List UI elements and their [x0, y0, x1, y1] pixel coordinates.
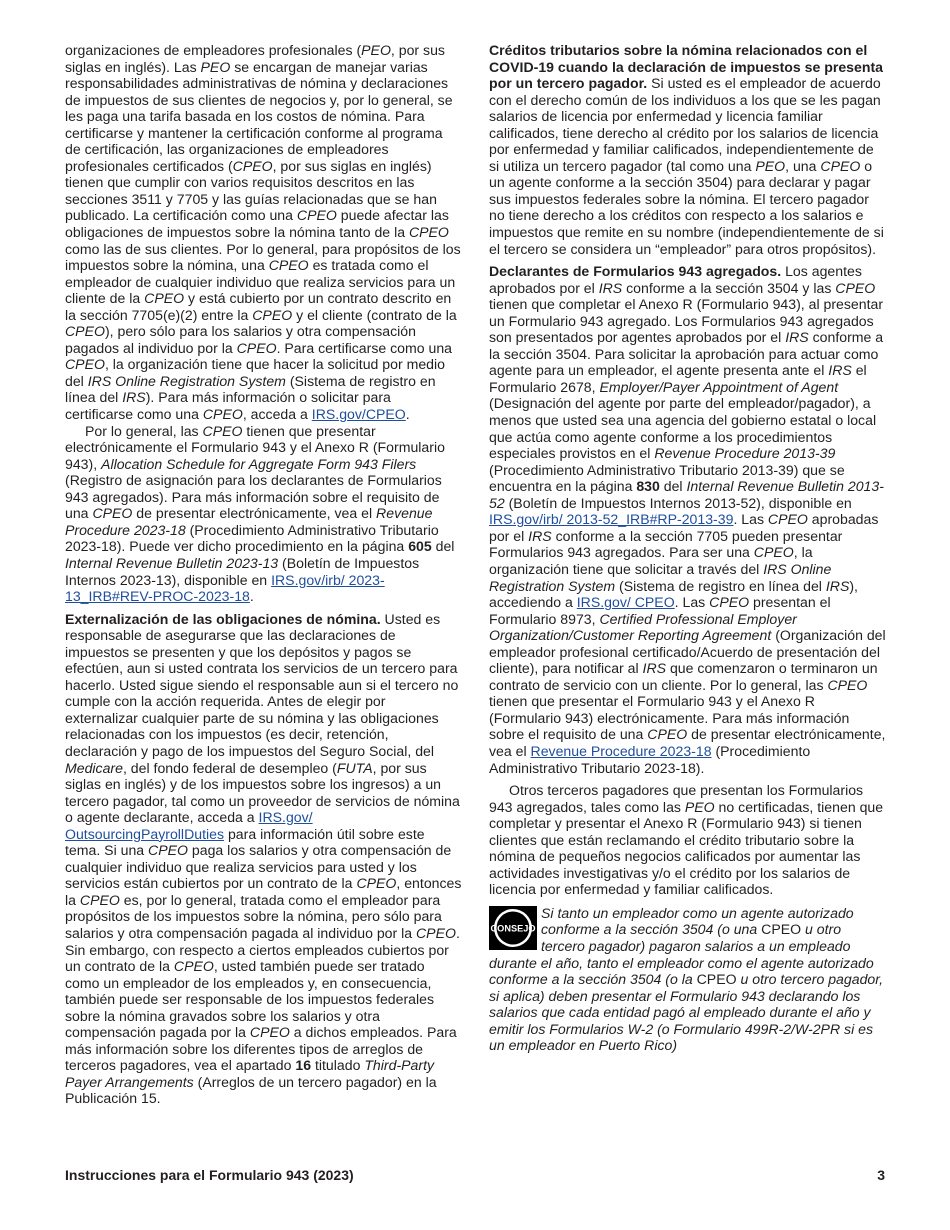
- link-rev-proc-2023-18[interactable]: IRS.gov/irb/ 2023-13_IRB#REV-PROC-2023-18: [65, 571, 385, 605]
- paragraph-peo-cpeo: organizaciones de empleadores profesionales (PEO, por sus siglas en inglés). Las PEO se encargan de manejar varias responsabilidades administrativas de nómina y declaraciones de impuestos de sus clientes de negocios y, por lo general, se les paga una tarifa basada en los costos de nómina. Para certificarse y mantener la certificación conforme al programa de certificación, las organizaciones de empleadores profesionales certificados (CPEO, por sus siglas en inglés) tienen que cumplir con varios requisitos descritos en las secciones 3511 y 7705 y las guías relacionadas que se han publicado. La certificación como una CPEO puede afectar las obligaciones de impuestos sobre la nómina tanto de la CPEO como las de sus clientes. Por lo general, para propósitos de los impuestos sobre la nómina, una CPEO es tratada como el empleador de cualquier individuo que realiza servicios para un cliente de la CPEO y está cubierto por un contrato descrito en la sección 7705(e)(2) entre la CPEO y el cliente (contrato de la CPEO), pero sólo para los salarios y otra compensación pagados al individuo por la CPEO. Para certificarse como una CPEO, la organización tiene que hacer la solicitud por medio del IRS Online Registration System (Sistema de registro en línea del IRS). Para más información o solicitar para certificarse como una CPEO, acceda a IRS.gov/CPEO.: [65, 42, 461, 423]
- page-number: 3: [877, 1167, 885, 1183]
- right-column: [489, 42, 886, 1054]
- link-outsourcing-payroll[interactable]: IRS.gov/ OutsourcingPayrollDuties: [65, 809, 313, 842]
- footer-title: Instrucciones para el Formulario 943 (2023): [65, 1167, 354, 1183]
- link-irs-cpeo[interactable]: IRS.gov/CPEO: [311, 406, 406, 423]
- paragraph-aggregate-filers: Declarantes de Formularios 943 agregados. Los agentes aprobados por el IRS conforme a la sección 3504 y las CPEO tienen que completar el Anexo R (Formulario 943), al presentar un Formulario 943 agregado. Los Formularios 943 agregados son presentados por agentes aprobados por el IRS conforme a la sección 3504. Para solicitar la aprobación para actuar como agente para un empleador, el agente presenta ante el IRS el Formulario 2678, Employer/Payer Appointment of Agent (Designación del agente por parte del empleador/pagador), a menos que usted sea una agencia del gobierno estatal o local que actúa como agente conforme a los procedimientos especiales provistos en el Revenue Procedure 2013-39 (Procedimiento Administrativo Tributario 2013-39) que se encuentra en la página 830 del Internal Revenue Bulletin 2013-52 (Boletín de Impuestos Internos 2013-52), disponible en IRS.gov/irb/ 2013-52_IRB#RP-2013-39. Las CPEO aprobadas por el IRS conforme a la sección 7705 pueden presentar Formularios 943 agregados. Para ser una CPEO, la organización tiene que solicitar a través del IRS Online Registration System (Sistema de registro en línea del IRS), accediendo a IRS.gov/ CPEO. Las CPEO presentan el Formulario 8973, Certified Professional Employer Organization/Customer Reporting Agreement (Organización del empleador profesional certificado/Acuerdo de presentación del cliente), para notificar al IRS que comenzaron o terminaron un contrato de servicio con un cliente. Por lo general, las CPEO tienen que presentar el Formulario 943 y el Anexo R (Formulario 943) electrónicamente. Para más información sobre el requisito de una CPEO de presentar electrónicamente, vea el Revenue Procedure 2023-18 (Procedimiento Administrativo Tributario 2023-18).: [489, 263, 886, 776]
- consejo-icon: [489, 906, 537, 950]
- paragraph-other-third-party: Otros terceros pagadores que presentan los Formularios 943 agregados, tales como las PEO no certificadas, tienen que completar y presentar el Anexo R (Formulario 943) si tienen clientes que están reclamando el crédito tributario sobre la nómina de pequeños negocios calificados por aumentar las actividades investigativas y/o el crédito por los salarios de licencia por enfermedad y familiar calificados.: [489, 782, 884, 898]
- link-rev-proc-2023-18-b[interactable]: Revenue Procedure 2023-18: [530, 742, 712, 759]
- link-irs-cpeo-2[interactable]: IRS.gov/ CPEO: [576, 594, 675, 611]
- link-rp-2013-39[interactable]: IRS.gov/irb/ 2013-52_IRB#RP-2013-39: [489, 511, 734, 528]
- consejo-icon-label: CONSEJO: [490, 923, 536, 934]
- tip-text: Si tanto un empleador como un agente autorizado conforme a la sección 3504 (o una CPEO u otro tercero pagador) pagaron salarios a un empleado durante el año, tanto el empleador como el agente autorizado conforme a la sección 3504 (o la CPEO u otro tercero pagador, si aplica) deben presentar el Formulario 943 declarando los salarios que cada entidad pagó al empleado durante el año y emitir los Formularios W-2 (o Formulario 499R-2/W-2PR si es un empleador en Puerto Rico): [489, 904, 884, 1054]
- section-heading: Declarantes de Formularios 943 agregados.: [489, 263, 782, 280]
- left-column: [65, 42, 462, 1107]
- tip-box: [489, 905, 886, 1054]
- section-heading: Créditos tributarios sobre la nómina relacionados con el COVID-19 cuando la declaración de impuestos se presenta por un tercero pagador.: [489, 42, 883, 92]
- paragraph-cpeo-efile: Por lo general, las CPEO tienen que presentar electrónicamente el Formulario 943 y el Anexo R (Formulario 943), Allocation Schedule for Aggregate Form 943 Filers (Registro de asignación para los declarantes de Formularios 943 agregados). Para más información sobre el requisito de una CPEO de presentar electrónicamente, vea el Revenue Procedure 2023-18 (Procedimiento Administrativo Tributario 2023-18). Puede ver dicho procedimiento en la página 605 del Internal Revenue Bulletin 2023-13 (Boletín de Impuestos Internos 2023-13), disponible en IRS.gov/irb/ 2023-13_IRB#REV-PROC-2023-18.: [65, 422, 455, 605]
- paragraph-covid-credits: Créditos tributarios sobre la nómina relacionados con el COVID-19 cuando la declaración de impuestos se presenta por un tercero pagador. Si usted es el empleador de acuerdo con el derecho común de los individuos a los que se les pagan salarios de licencia por enfermedad y licencia familiar calificados, tiene derecho al crédito por los salarios de licencia por enfermedad y familiar calificados, independientemente de si utiliza un tercero pagador (tal como una PEO, una CPEO o un agente conforme a la sección 3504) para declarar y pagar sus impuestos federales sobre la nómina. El tercero pagador no tiene derecho a los créditos con respecto a los salarios e impuestos que remite en su nombre (independientemente de si el tercero se considera un “empleador” para otros propósitos).: [489, 42, 884, 257]
- section-heading: Externalización de las obligaciones de nómina.: [65, 610, 381, 627]
- paragraph-outsourcing: Externalización de las obligaciones de nómina. Usted es responsable de asegurarse que las declaraciones de impuestos se presenten y que los depósitos y pagos se efectúen, aun si usted contrata los servicios de un tercero para hacerlo. Usted sigue siendo el responsable aun si el tercero no cumple con la acción requerida. Antes de elegir por externalizar cualquier parte de su nómina y las obligaciones relacionadas con los impuestos (es decir, retención, declaración y pago de los impuestos del Seguro Social, del Medicare, del fondo federal de desempleo (FUTA, por sus siglas en inglés) y de los impuestos sobre los ingresos) a un tercero pagador, tal como un proveedor de servicios de nómina o agente declarante, acceda a IRS.gov/ OutsourcingPayrollDuties para información útil sobre este tema. Si una CPEO paga los salarios y otra compensación de cualquier individuo que realiza servicios para usted y los servicios están cubiertos por un contrato de la CPEO, entonces la CPEO es, por lo general, tratada como el empleador para propósitos de los impuestos sobre la nómina, pero sólo para salarios y otra compensación pagada al individuo por la CPEO. Sin embargo, con respecto a ciertos empleados cubiertos por un contrato de la CPEO, usted también puede ser tratado como un empleador de los empleados y, en consecuencia, también puede ser responsable de los impuestos federales sobre la nómina gravados sobre los salarios y otra compensación pagada por la CPEO a dichos empleados. Para más información sobre los diferentes tipos de arreglos de terceros pagadores, vea el apartado 16 titulado Third-Party Payer Arrangements (Arreglos de un tercero pagador) en la Publicación 15.: [65, 610, 462, 1107]
